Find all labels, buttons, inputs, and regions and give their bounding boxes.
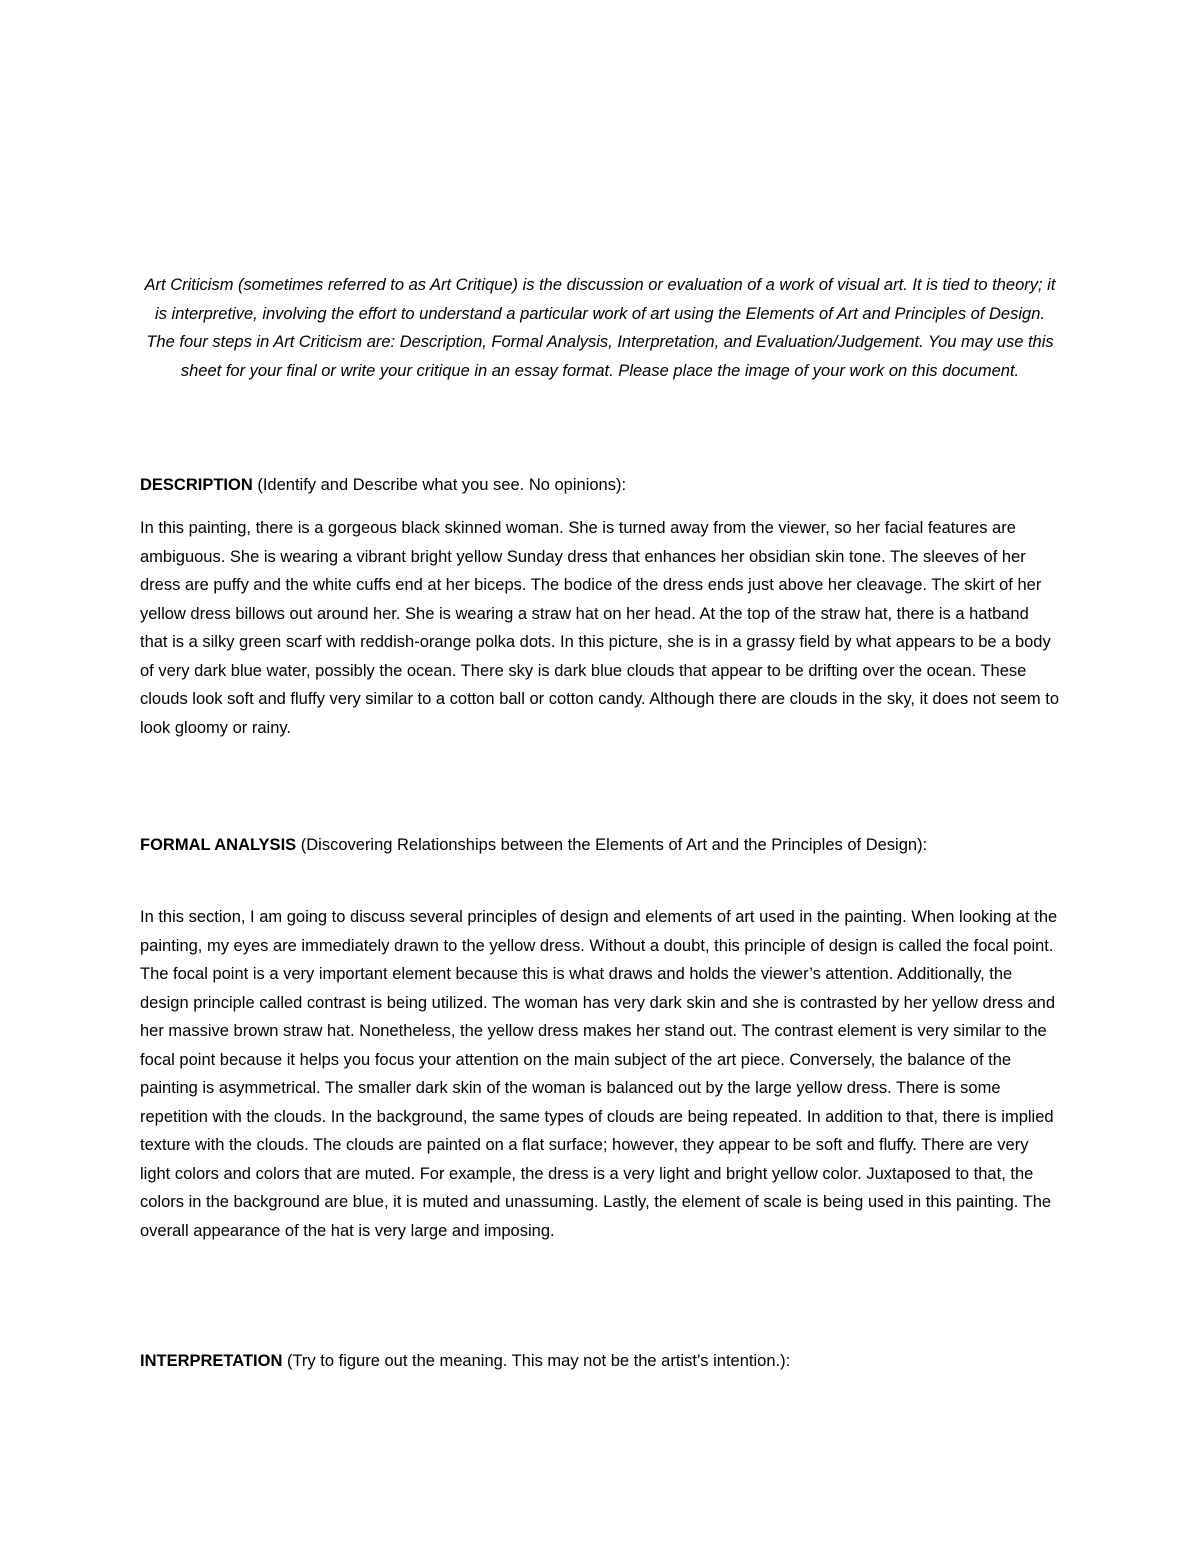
- interpretation-heading: INTERPRETATION: [140, 1352, 283, 1370]
- interpretation-instructions: (Try to figure out the meaning. This may not be the artist’s intention.):: [282, 1352, 791, 1370]
- formal-analysis-heading: FORMAL ANALYSIS: [140, 836, 297, 854]
- description-heading: DESCRIPTION: [140, 476, 253, 494]
- intro-paragraph: Art Criticism (sometimes referred to as Art Critique) is the discussion or evaluation of a work of visual art. It is tied to theory; it is interpretive, involving the effort to understand a particular work of art using the Elements of Art and Principles of Design. The four steps in Art Criticism are: Description, Formal Analysis, Interpretation, and Evaluation/Judgement. You may use this sheet for your final or write your critique in an essay format. Please place the image of your work on this document.: [144, 276, 1056, 380]
- formal-analysis-section-title: [140, 831, 1060, 860]
- formal-analysis-instructions: (Discovering Relationships between the Elements of Art and the Principles of Design):: [296, 836, 928, 854]
- description-body: In this painting, there is a gorgeous black skinned woman. She is turned away from the viewer, so her facial features are ambiguous. She is wearing a vibrant bright yellow Sunday dress that enhances her obsidian skin tone. The sleeves of her dress are puffy and the white cuffs end at her biceps. The bodice of the dress ends just above her cleavage. The skirt of her yellow dress billows out around her. She is wearing a straw hat on her head. At the top of the straw hat, there is a hatband that is a silky green scarf with reddish-orange polka dots. In this picture, she is in a grassy field by what appears to be a body of very dark blue water, possibly the ocean. There sky is dark blue clouds that appear to be drifting over the ocean. These clouds look soft and fluffy very similar to a cotton ball or cotton candy. Although there are clouds in the sky, it does not seem to look gloomy or rainy.: [140, 519, 1059, 737]
- formal-analysis-body: In this section, I am going to discuss several principles of design and elements of art used in the painting. When looking at the painting, my eyes are immediately drawn to the yellow dress. Without a doubt, this principle of design is called the focal point. The focal point is a very important element because this is what draws and holds the viewer’s attention. Additionally, the design principle called contrast is being utilized. The woman has very dark skin and she is contrasted by her yellow dress and her massive brown straw hat. Nonetheless, the yellow dress makes her stand out. The contrast element is very similar to the focal point because it helps you focus your attention on the main subject of the art piece. Conversely, the balance of the painting is asymmetrical. The smaller dark skin of the woman is balanced out by the large yellow dress. There is some repetition with the clouds. In the background, the same types of clouds are being repeated. In addition to that, there is implied texture with the clouds. The clouds are painted on a flat surface; however, they appear to be soft and fluffy. There are very light colors and colors that are muted. For example, the dress is a very light and bright yellow color. Juxtaposed to that, the colors in the background are blue, it is muted and unassuming. Lastly, the element of scale is being used in this painting. The overall appearance of the hat is very large and imposing.: [140, 908, 1058, 1240]
- interpretation-section-title: [140, 1347, 1060, 1376]
- description-instructions: (Identify and Describe what you see. No opinions):: [252, 476, 627, 494]
- description-section-title: [140, 471, 1060, 500]
